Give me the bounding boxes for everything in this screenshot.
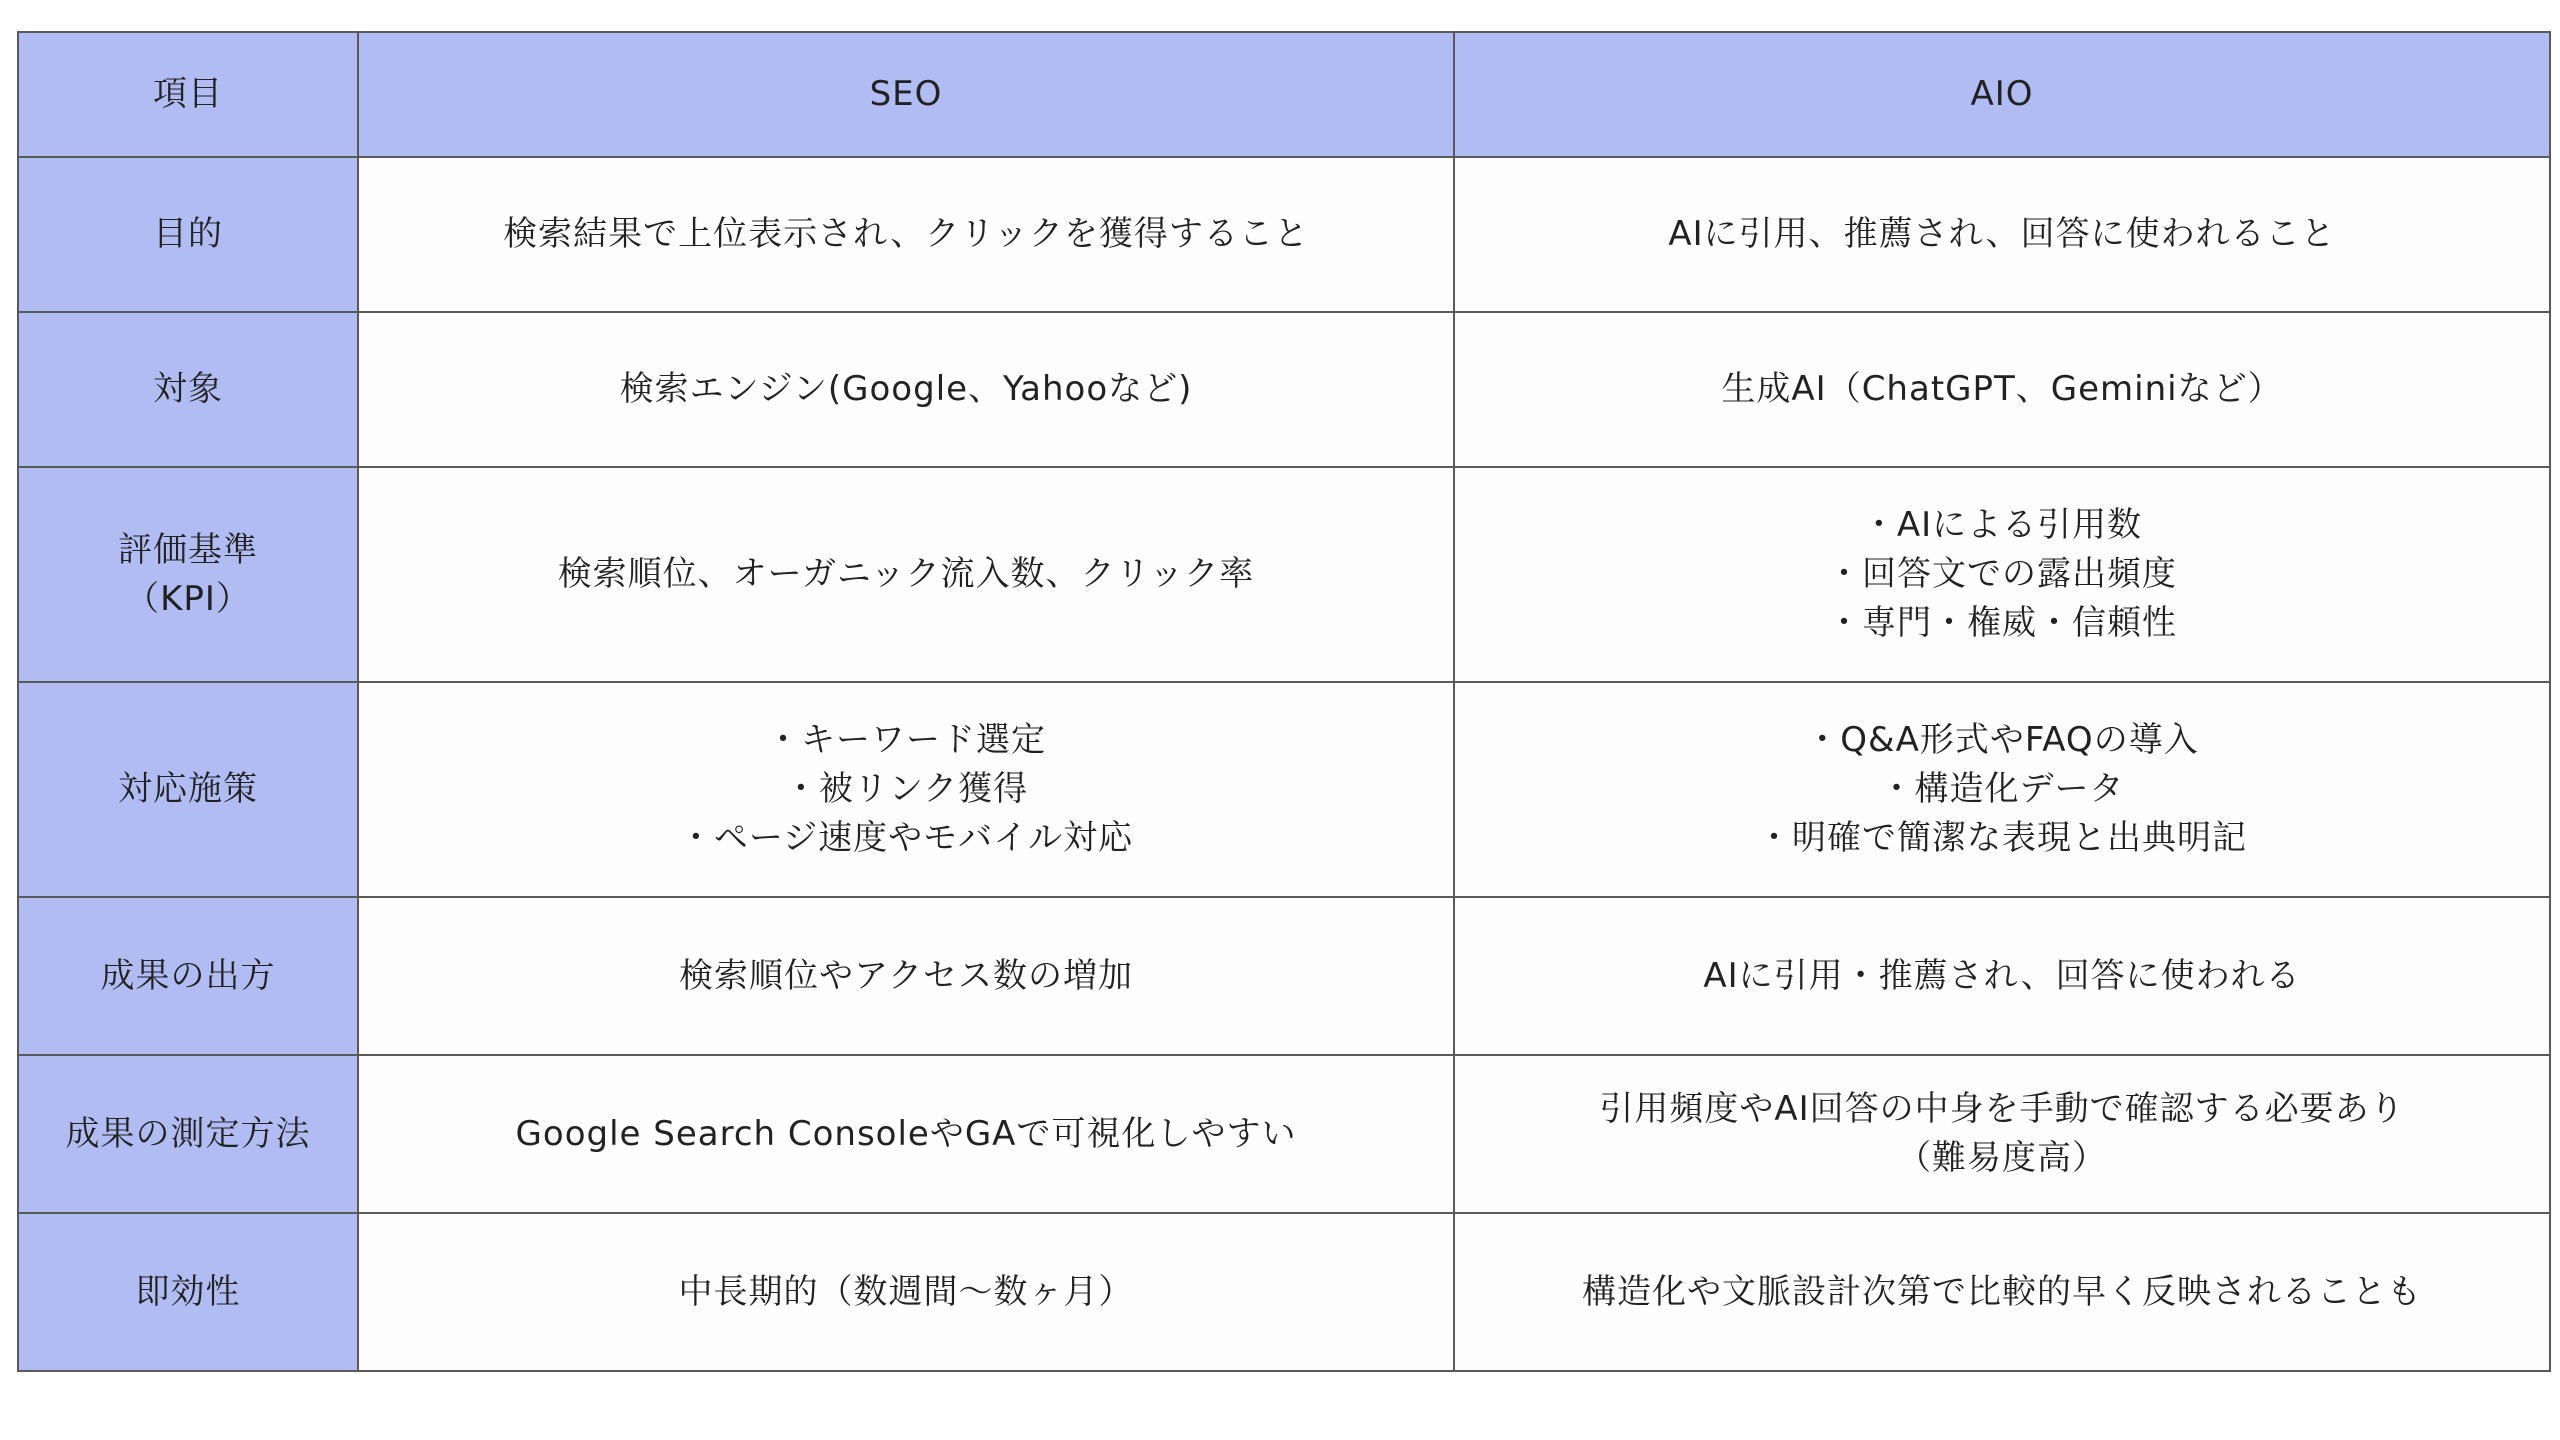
table-row-results <box>18 897 2550 1055</box>
table-header-row <box>18 32 2550 157</box>
seo-cell <box>358 157 1454 312</box>
row-label-line: 成果の出方 <box>100 955 276 996</box>
aio-cell <box>1454 682 2550 897</box>
seo-cell-line: ・被リンク獲得 <box>783 769 1029 809</box>
row-label <box>18 467 358 682</box>
aio-cell <box>1454 312 2550 467</box>
seo-cell-line: 検索順位やアクセス数の増加 <box>679 955 1133 996</box>
seo-cell <box>358 682 1454 897</box>
row-label-line: 対応施策 <box>118 769 258 809</box>
aio-cell-line: AIに引用・推薦され、回答に使われる <box>1703 955 2301 996</box>
aio-cell-line: ・AIによる引用数 <box>1861 505 2143 545</box>
seo-cell-line: ・キーワード選定 <box>766 720 1046 760</box>
row-label <box>18 682 358 897</box>
table-row-measurement <box>18 1055 2550 1213</box>
aio-cell <box>1454 1213 2550 1371</box>
seo-cell <box>358 312 1454 467</box>
seo-cell-line: 中長期的（数週間〜数ヶ月） <box>678 1271 1134 1312</box>
seo-cell-line: 検索結果で上位表示され、クリックを獲得すること <box>503 214 1309 254</box>
row-label-line: 即効性 <box>135 1271 241 1312</box>
aio-cell-line: ・Q&A形式やFAQの導入 <box>1805 720 2199 760</box>
aio-cell <box>1454 157 2550 312</box>
table-row-kpi <box>18 467 2550 682</box>
seo-cell-line: 検索エンジン(Google、Yahooなど) <box>619 369 1193 409</box>
header-seo: SEO <box>358 32 1454 157</box>
aio-cell-line: ・明確で簡潔な表現と出典明記 <box>1757 818 2247 858</box>
header-item: 項目 <box>18 32 358 157</box>
seo-aio-comparison-table <box>17 31 2551 1372</box>
table-row-target <box>18 312 2550 467</box>
row-label <box>18 897 358 1055</box>
row-label <box>18 312 358 467</box>
seo-cell <box>358 1055 1454 1213</box>
row-label-line: （KPI） <box>125 578 251 619</box>
aio-cell <box>1454 467 2550 682</box>
aio-cell-line: ・構造化データ <box>1879 769 2125 809</box>
seo-cell-line: ・ページ速度やモバイル対応 <box>678 818 1134 858</box>
row-label <box>18 1213 358 1371</box>
aio-cell-line: 構造化や文脈設計次第で比較的早く反映されることも <box>1582 1271 2422 1312</box>
aio-cell-line: （難易度高） <box>1897 1138 2107 1178</box>
row-label <box>18 157 358 312</box>
row-label-line: 評価基準 <box>118 529 258 570</box>
aio-cell <box>1454 897 2550 1055</box>
table-row-purpose <box>18 157 2550 312</box>
aio-cell-line: AIに引用、推薦され、回答に使われること <box>1668 214 2336 254</box>
seo-cell-line: Google Search ConsoleやGAで可視化しやすい <box>515 1113 1297 1154</box>
table-row-measures <box>18 682 2550 897</box>
aio-cell <box>1454 1055 2550 1213</box>
header-aio: AIO <box>1454 32 2550 157</box>
row-label <box>18 1055 358 1213</box>
row-label-line: 対象 <box>153 369 223 409</box>
table-row-immediacy <box>18 1213 2550 1371</box>
seo-cell <box>358 1213 1454 1371</box>
aio-cell-line: ・専門・権威・信頼性 <box>1827 603 2177 643</box>
row-label-line: 成果の測定方法 <box>65 1113 311 1154</box>
row-label-line: 目的 <box>153 214 223 254</box>
aio-cell-line: ・回答文での露出頻度 <box>1827 554 2177 594</box>
aio-cell-line: 生成AI（ChatGPT、Geminiなど） <box>1721 369 2283 409</box>
seo-cell <box>358 467 1454 682</box>
seo-cell-line: 検索順位、オーガニック流入数、クリック率 <box>557 554 1255 594</box>
seo-cell <box>358 897 1454 1055</box>
aio-cell-line: 引用頻度やAI回答の中身を手動で確認する必要あり <box>1599 1089 2405 1129</box>
